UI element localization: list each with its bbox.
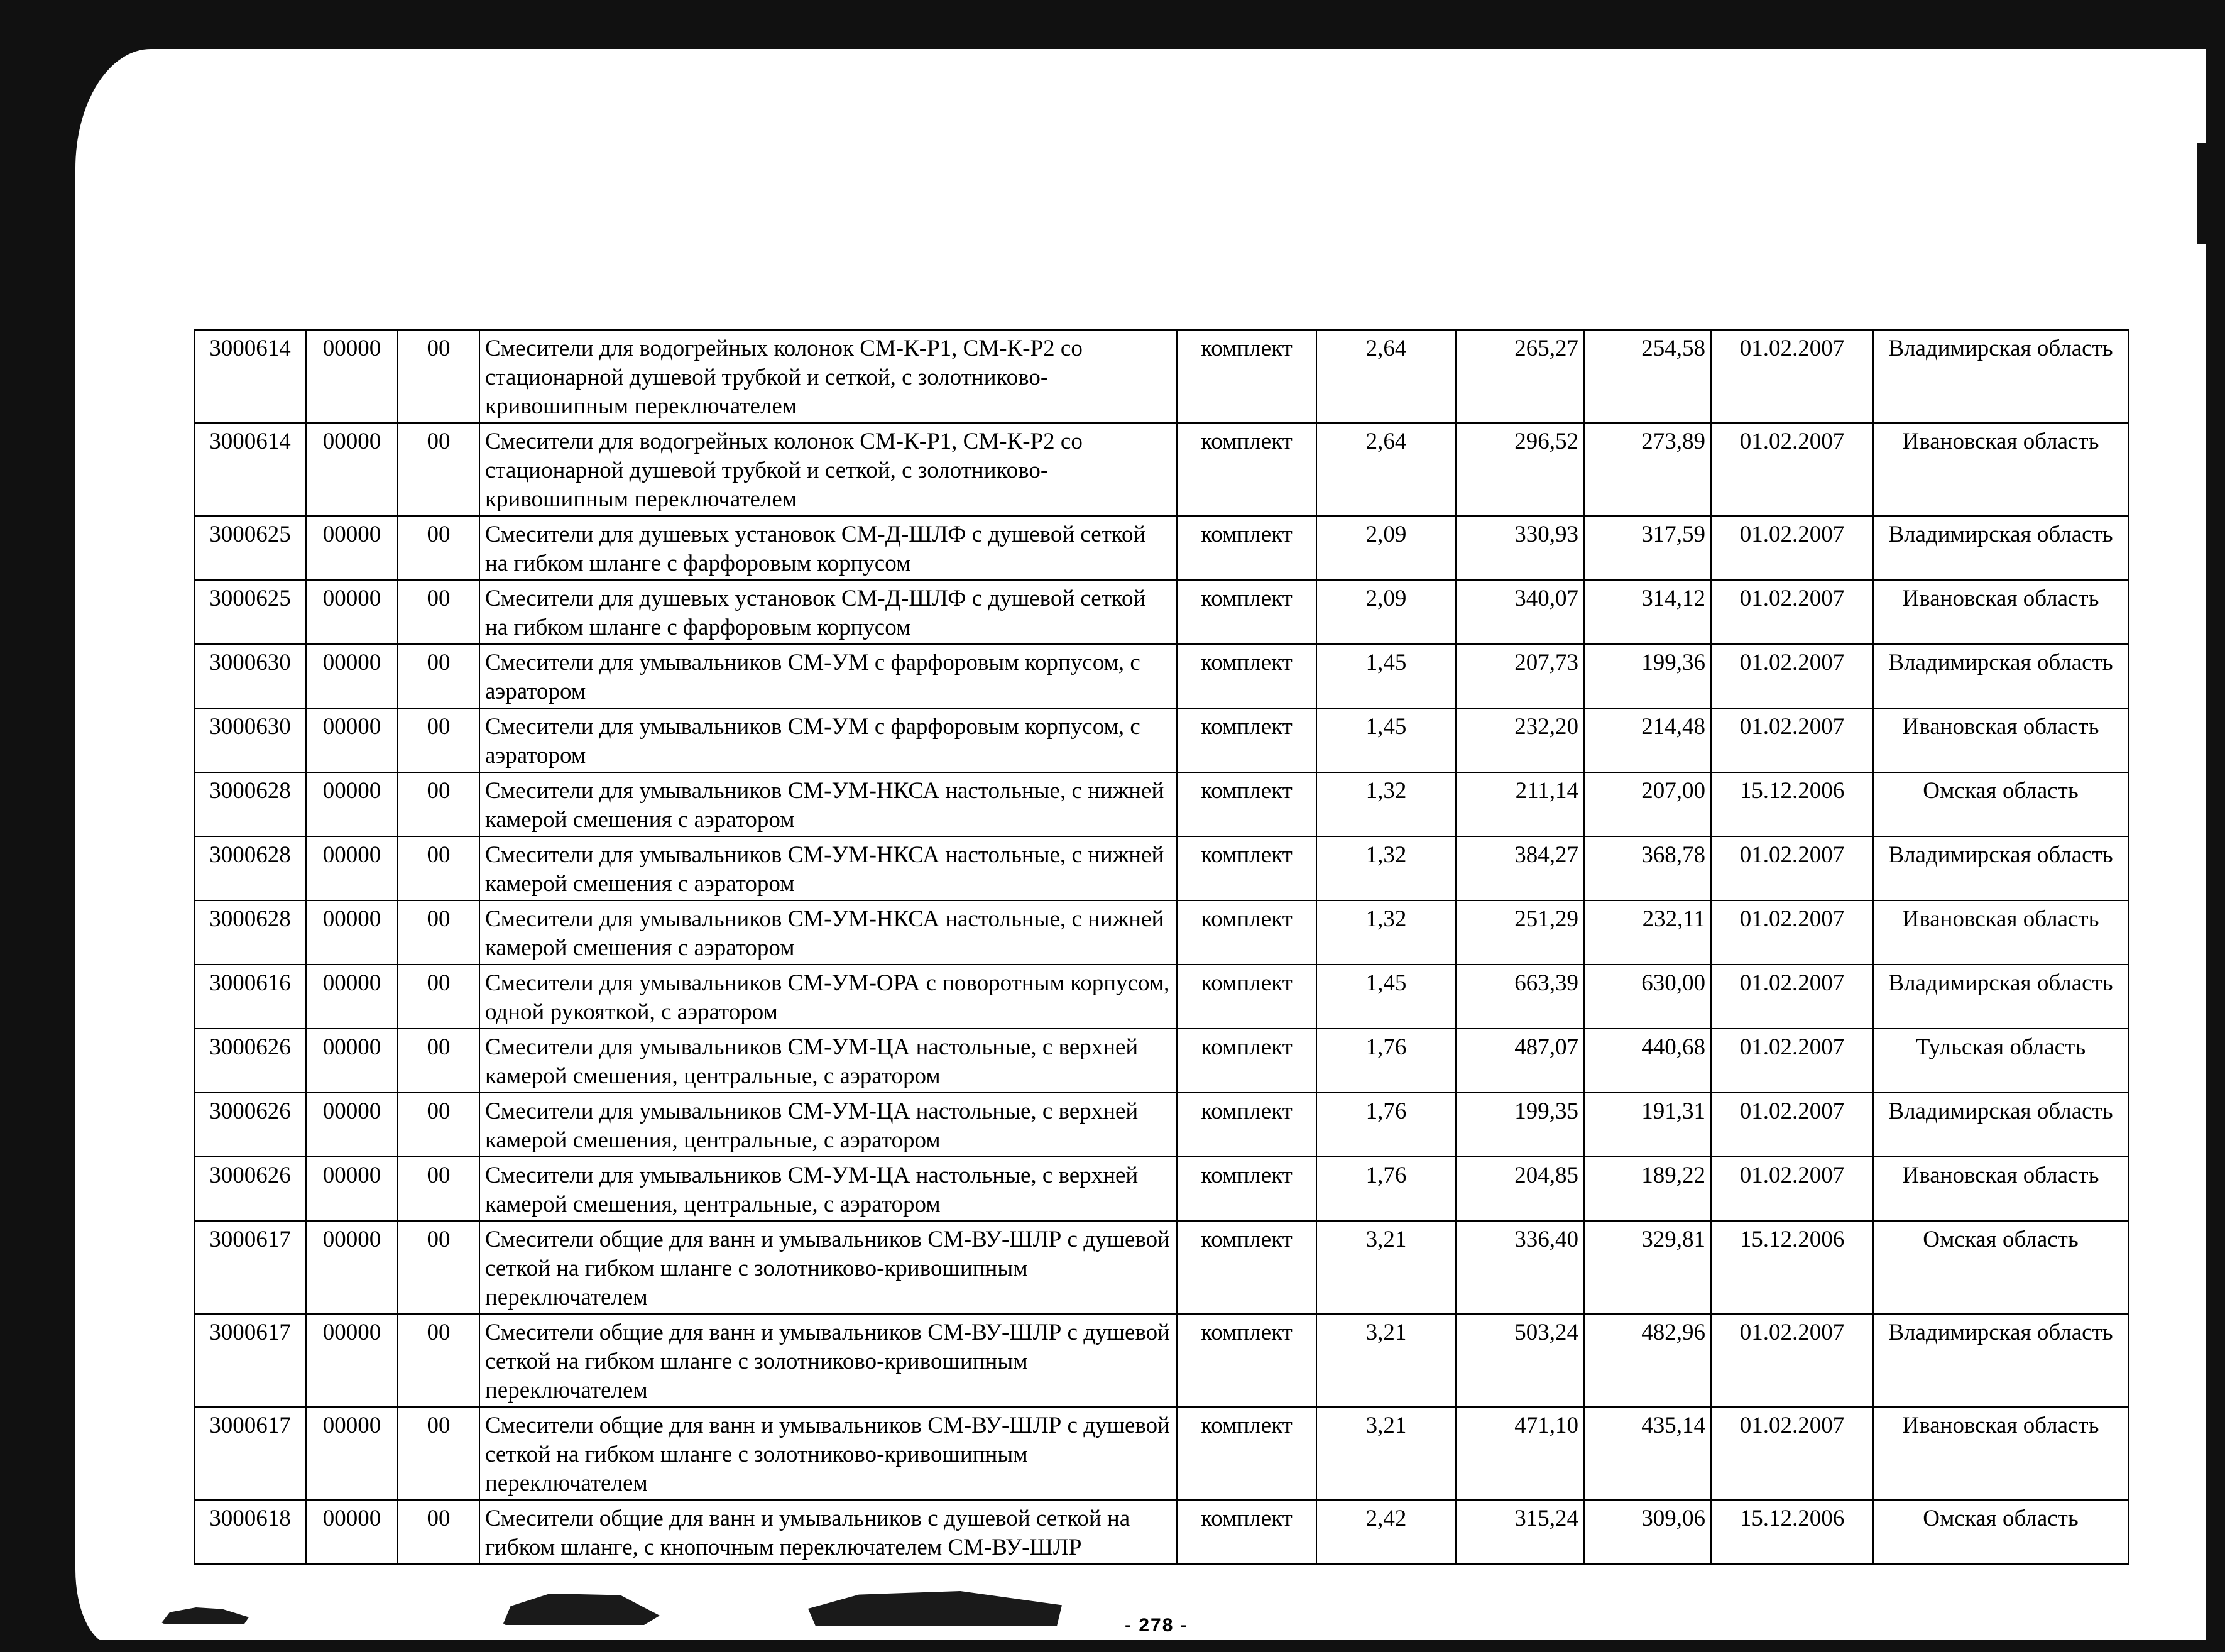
cell-class: 00	[398, 1500, 479, 1564]
cell-code: 3000617	[194, 1314, 306, 1407]
cell-code: 3000628	[194, 772, 306, 836]
table-row	[194, 836, 2128, 900]
table-row	[194, 1221, 2128, 1314]
table-row	[194, 1314, 2128, 1407]
cell-date: 01.02.2007	[1711, 1314, 1873, 1407]
cell-date: 15.12.2006	[1711, 1500, 1873, 1564]
cell-price-2: 191,31	[1584, 1093, 1711, 1157]
cell-code: 3000618	[194, 1500, 306, 1564]
cell-code: 3000626	[194, 1157, 306, 1221]
cell-name: Смесители для водогрейных колонок СМ-К-Р1, СМ-К-Р2 со стационарной душевой трубкой и сеткой, с золотниково-кривошипным переключателем	[479, 330, 1177, 423]
cell-date: 01.02.2007	[1711, 836, 1873, 900]
cell-subcode: 00000	[306, 1029, 398, 1093]
table-row	[194, 1029, 2128, 1093]
cell-coefficient: 1,45	[1316, 644, 1456, 708]
cell-subcode: 00000	[306, 1407, 398, 1500]
cell-price-1: 471,10	[1456, 1407, 1584, 1500]
cell-price-1: 503,24	[1456, 1314, 1584, 1407]
cell-price-2: 232,11	[1584, 900, 1711, 965]
cell-date: 01.02.2007	[1711, 1157, 1873, 1221]
cell-region: Ивановская область	[1873, 1157, 2128, 1221]
cell-subcode: 00000	[306, 580, 398, 644]
scan-bottom-edge	[75, 1640, 2206, 1645]
cell-class: 00	[398, 330, 479, 423]
cell-price-2: 435,14	[1584, 1407, 1711, 1500]
cell-name: Смесители для умывальников СМ-УМ с фарфоровым корпусом, с аэратором	[479, 644, 1177, 708]
cell-coefficient: 1,32	[1316, 836, 1456, 900]
cell-name: Смесители общие для ванн и умывальников с душевой сеткой на гибком шланге, с кнопочным переключателем СМ-ВУ-ШЛР	[479, 1500, 1177, 1564]
cell-price-2: 273,89	[1584, 423, 1711, 516]
cell-coefficient: 2,42	[1316, 1500, 1456, 1564]
cell-name: Смесители для умывальников СМ-УМ с фарфоровым корпусом, с аэратором	[479, 708, 1177, 772]
cell-price-1: 232,20	[1456, 708, 1584, 772]
cell-unit: комплект	[1177, 1500, 1316, 1564]
cell-date: 15.12.2006	[1711, 1221, 1873, 1314]
cell-region: Тульская область	[1873, 1029, 2128, 1093]
cell-unit: комплект	[1177, 836, 1316, 900]
cell-class: 00	[398, 580, 479, 644]
cell-price-1: 204,85	[1456, 1157, 1584, 1221]
cell-region: Ивановская область	[1873, 708, 2128, 772]
cell-unit: комплект	[1177, 1157, 1316, 1221]
cell-subcode: 00000	[306, 965, 398, 1029]
cell-date: 01.02.2007	[1711, 965, 1873, 1029]
cell-region: Владимирская область	[1873, 644, 2128, 708]
table-row	[194, 772, 2128, 836]
cell-date: 15.12.2006	[1711, 772, 1873, 836]
cell-unit: комплект	[1177, 644, 1316, 708]
cell-date: 01.02.2007	[1711, 644, 1873, 708]
cell-subcode: 00000	[306, 836, 398, 900]
cell-subcode: 00000	[306, 900, 398, 965]
cell-code: 3000630	[194, 708, 306, 772]
cell-code: 3000614	[194, 330, 306, 423]
cell-unit: комплект	[1177, 580, 1316, 644]
cell-date: 01.02.2007	[1711, 1029, 1873, 1093]
cell-name: Смесители для умывальников СМ-УМ-ЦА настольные, с верхней камерой смешения, центральные, с аэратором	[479, 1029, 1177, 1093]
cell-name: Смесители для умывальников СМ-УМ-ЦА настольные, с верхней камерой смешения, центральные, с аэратором	[479, 1093, 1177, 1157]
cell-subcode: 00000	[306, 330, 398, 423]
table-row	[194, 965, 2128, 1029]
cell-unit: комплект	[1177, 1407, 1316, 1500]
cell-class: 00	[398, 1221, 479, 1314]
cell-price-1: 207,73	[1456, 644, 1584, 708]
table-row	[194, 1093, 2128, 1157]
table-row	[194, 1500, 2128, 1564]
cell-unit: комплект	[1177, 330, 1316, 423]
cell-price-2: 214,48	[1584, 708, 1711, 772]
cell-subcode: 00000	[306, 1314, 398, 1407]
cell-region: Омская область	[1873, 1221, 2128, 1314]
cell-region: Владимирская область	[1873, 516, 2128, 580]
cell-name: Смесители для душевых установок СМ-Д-ШЛФ с душевой сеткой на гибком шланге с фарфоровым корпусом	[479, 516, 1177, 580]
cell-region: Ивановская область	[1873, 423, 2128, 516]
cell-coefficient: 1,76	[1316, 1093, 1456, 1157]
cell-price-1: 211,14	[1456, 772, 1584, 836]
cell-coefficient: 2,64	[1316, 423, 1456, 516]
cell-price-2: 329,81	[1584, 1221, 1711, 1314]
cell-date: 01.02.2007	[1711, 330, 1873, 423]
cell-coefficient: 3,21	[1316, 1314, 1456, 1407]
table-row	[194, 900, 2128, 965]
cell-name: Смесители общие для ванн и умывальников СМ-ВУ-ШЛР с душевой сеткой на гибком шланге с золотниково-кривошипным переключателем	[479, 1407, 1177, 1500]
cell-region: Владимирская область	[1873, 1314, 2128, 1407]
cell-region: Ивановская область	[1873, 1407, 2128, 1500]
cell-region: Владимирская область	[1873, 836, 2128, 900]
cell-price-2: 254,58	[1584, 330, 1711, 423]
cell-price-2: 199,36	[1584, 644, 1711, 708]
cell-code: 3000625	[194, 516, 306, 580]
cell-date: 01.02.2007	[1711, 1407, 1873, 1500]
cell-unit: комплект	[1177, 900, 1316, 965]
table-row	[194, 1157, 2128, 1221]
cell-region: Омская область	[1873, 1500, 2128, 1564]
cell-class: 00	[398, 644, 479, 708]
cell-unit: комплект	[1177, 708, 1316, 772]
cell-subcode: 00000	[306, 1157, 398, 1221]
cell-price-2: 440,68	[1584, 1029, 1711, 1093]
cell-price-2: 630,00	[1584, 965, 1711, 1029]
table-row	[194, 516, 2128, 580]
cell-code: 3000630	[194, 644, 306, 708]
cell-region: Владимирская область	[1873, 330, 2128, 423]
cell-price-1: 315,24	[1456, 1500, 1584, 1564]
cell-code: 3000628	[194, 836, 306, 900]
cell-subcode: 00000	[306, 1093, 398, 1157]
cell-price-2: 368,78	[1584, 836, 1711, 900]
cell-class: 00	[398, 965, 479, 1029]
scan-edge-mark	[2197, 143, 2206, 244]
cell-name: Смесители для душевых установок СМ-Д-ШЛФ с душевой сеткой на гибком шланге с фарфоровым корпусом	[479, 580, 1177, 644]
table-body	[194, 330, 2128, 1564]
cell-price-2: 317,59	[1584, 516, 1711, 580]
cell-name: Смесители общие для ванн и умывальников СМ-ВУ-ШЛР с душевой сеткой на гибком шланге с золотниково-кривошипным переключателем	[479, 1314, 1177, 1407]
cell-unit: комплект	[1177, 1093, 1316, 1157]
cell-unit: комплект	[1177, 772, 1316, 836]
cell-name: Смесители для умывальников СМ-УМ-ОРА с поворотным корпусом, одной рукояткой, с аэратором	[479, 965, 1177, 1029]
cell-region: Ивановская область	[1873, 900, 2128, 965]
cell-name: Смесители для водогрейных колонок СМ-К-Р1, СМ-К-Р2 со стационарной душевой трубкой и сеткой, с золотниково-кривошипным переключателем	[479, 423, 1177, 516]
cell-price-1: 251,29	[1456, 900, 1584, 965]
cell-unit: комплект	[1177, 1221, 1316, 1314]
cell-class: 00	[398, 772, 479, 836]
cell-class: 00	[398, 708, 479, 772]
cell-coefficient: 2,09	[1316, 516, 1456, 580]
cell-coefficient: 3,21	[1316, 1407, 1456, 1500]
cell-class: 00	[398, 1029, 479, 1093]
cell-class: 00	[398, 423, 479, 516]
table-row	[194, 644, 2128, 708]
table-row	[194, 580, 2128, 644]
cell-coefficient: 1,45	[1316, 965, 1456, 1029]
cell-coefficient: 2,09	[1316, 580, 1456, 644]
cell-subcode: 00000	[306, 423, 398, 516]
cell-coefficient: 3,21	[1316, 1221, 1456, 1314]
cell-class: 00	[398, 1314, 479, 1407]
cell-unit: комплект	[1177, 1029, 1316, 1093]
cell-class: 00	[398, 900, 479, 965]
cell-code: 3000614	[194, 423, 306, 516]
cell-date: 01.02.2007	[1711, 1093, 1873, 1157]
cell-price-1: 487,07	[1456, 1029, 1584, 1093]
cell-price-1: 384,27	[1456, 836, 1584, 900]
cell-subcode: 00000	[306, 708, 398, 772]
cell-name: Смесители для умывальников СМ-УМ-НКСА настольные, с нижней камерой смешения с аэратором	[479, 836, 1177, 900]
cell-subcode: 00000	[306, 644, 398, 708]
cell-subcode: 00000	[306, 1221, 398, 1314]
cell-unit: комплект	[1177, 1314, 1316, 1407]
cell-price-2: 189,22	[1584, 1157, 1711, 1221]
cell-class: 00	[398, 1157, 479, 1221]
cell-code: 3000626	[194, 1029, 306, 1093]
cell-price-2: 207,00	[1584, 772, 1711, 836]
cell-coefficient: 1,32	[1316, 900, 1456, 965]
table-row	[194, 423, 2128, 516]
cell-class: 00	[398, 1407, 479, 1500]
price-table	[194, 329, 2129, 1565]
cell-region: Омская область	[1873, 772, 2128, 836]
cell-date: 01.02.2007	[1711, 423, 1873, 516]
cell-subcode: 00000	[306, 772, 398, 836]
cell-date: 01.02.2007	[1711, 900, 1873, 965]
cell-name: Смесители для умывальников СМ-УМ-НКСА настольные, с нижней камерой смешения с аэратором	[479, 900, 1177, 965]
cell-date: 01.02.2007	[1711, 708, 1873, 772]
cell-subcode: 00000	[306, 516, 398, 580]
cell-price-1: 336,40	[1456, 1221, 1584, 1314]
cell-class: 00	[398, 1093, 479, 1157]
cell-name: Смесители для умывальников СМ-УМ-ЦА настольные, с верхней камерой смешения, центральные, с аэратором	[479, 1157, 1177, 1221]
cell-region: Владимирская область	[1873, 1093, 2128, 1157]
table-row	[194, 708, 2128, 772]
cell-coefficient: 1,76	[1316, 1157, 1456, 1221]
table-row	[194, 330, 2128, 423]
cell-date: 01.02.2007	[1711, 580, 1873, 644]
cell-code: 3000626	[194, 1093, 306, 1157]
cell-coefficient: 1,32	[1316, 772, 1456, 836]
cell-subcode: 00000	[306, 1500, 398, 1564]
cell-region: Ивановская область	[1873, 580, 2128, 644]
cell-price-2: 309,06	[1584, 1500, 1711, 1564]
cell-price-2: 314,12	[1584, 580, 1711, 644]
cell-price-2: 482,96	[1584, 1314, 1711, 1407]
page-number: - 278 -	[1125, 1615, 1188, 1636]
cell-price-1: 199,35	[1456, 1093, 1584, 1157]
cell-class: 00	[398, 516, 479, 580]
cell-code: 3000628	[194, 900, 306, 965]
cell-code: 3000625	[194, 580, 306, 644]
cell-code: 3000616	[194, 965, 306, 1029]
cell-coefficient: 2,64	[1316, 330, 1456, 423]
cell-coefficient: 1,76	[1316, 1029, 1456, 1093]
cell-price-1: 340,07	[1456, 580, 1584, 644]
cell-class: 00	[398, 836, 479, 900]
cell-price-1: 330,93	[1456, 516, 1584, 580]
cell-price-1: 663,39	[1456, 965, 1584, 1029]
cell-unit: комплект	[1177, 965, 1316, 1029]
cell-name: Смесители общие для ванн и умывальников СМ-ВУ-ШЛР с душевой сеткой на гибком шланге с золотниково-кривошипным переключателем	[479, 1221, 1177, 1314]
cell-code: 3000617	[194, 1221, 306, 1314]
cell-price-1: 265,27	[1456, 330, 1584, 423]
cell-code: 3000617	[194, 1407, 306, 1500]
cell-date: 01.02.2007	[1711, 516, 1873, 580]
cell-region: Владимирская область	[1873, 965, 2128, 1029]
cell-coefficient: 1,45	[1316, 708, 1456, 772]
cell-unit: комплект	[1177, 516, 1316, 580]
table-row	[194, 1407, 2128, 1500]
cell-name: Смесители для умывальников СМ-УМ-НКСА настольные, с нижней камерой смешения с аэратором	[479, 772, 1177, 836]
cell-price-1: 296,52	[1456, 423, 1584, 516]
cell-unit: комплект	[1177, 423, 1316, 516]
